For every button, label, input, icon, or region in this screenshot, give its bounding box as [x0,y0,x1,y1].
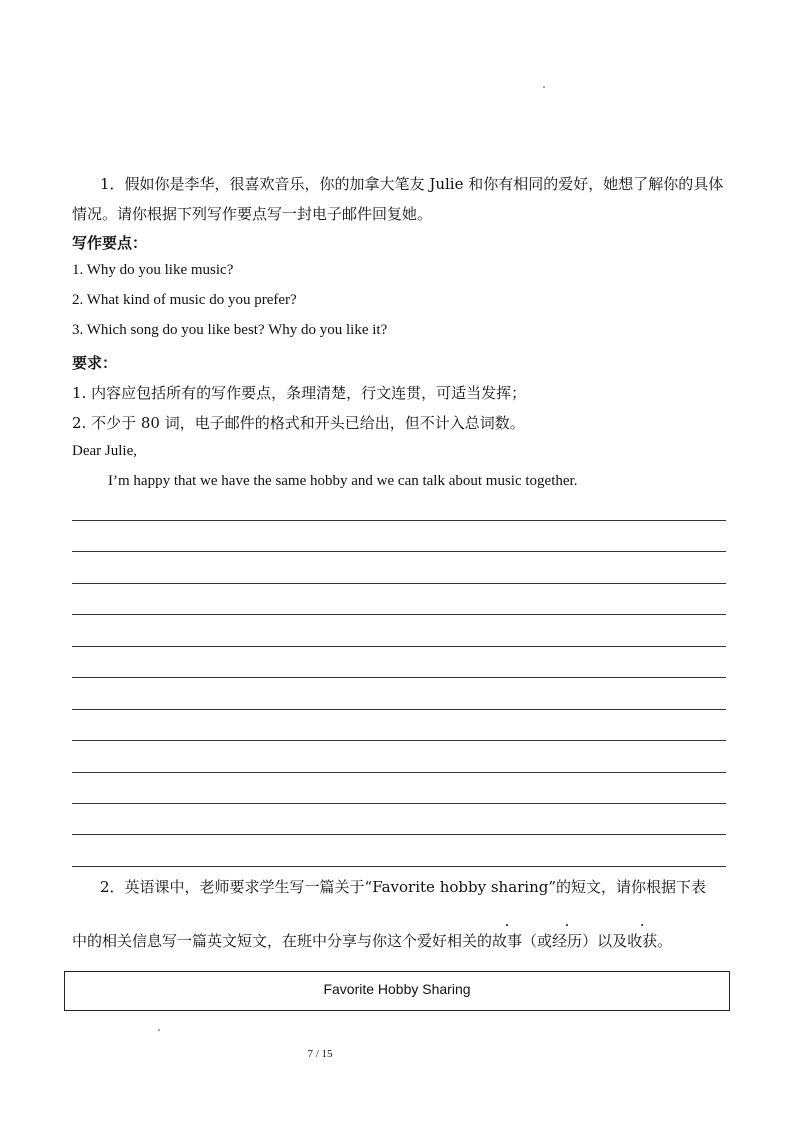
writing-line [72,551,726,552]
points-heading: 写作要点： [72,234,148,252]
writing-line [72,803,726,804]
writing-line [72,834,726,835]
requirement-2: 2. 不少于 80 词，电子邮件的格式和开头已给出，但不计入总词数。 [72,414,525,432]
writing-line [72,646,726,647]
writing-line [72,583,726,584]
salutation: Dear Julie, [72,443,137,459]
writing-line [72,677,726,678]
requirements-heading: 要求： [72,354,118,372]
writing-line [72,709,726,710]
hobby-table [64,971,730,1011]
writing-line [72,614,726,615]
point-1: 1. Why do you like music? [72,262,234,278]
table-title: Favorite Hobby Sharing [323,981,471,997]
emphasis-text: 故事 [492,932,523,950]
writing-line [72,772,726,773]
page-number: 7 / 15 [307,1048,333,1060]
emphasis-text: 经历 [552,932,583,950]
task2-line1: 2．英语课中，老师要求学生写一篇关于“Favorite hobby sharing”的短文，请你根据下表 [100,878,707,896]
point-3: 3. Which song do you like best? Why do you like it? [72,322,388,338]
requirement-1: 1. 内容应包括所有的写作要点，条理清楚，行文连贯，可适当发挥； [72,384,527,402]
opening-sentence: I’m happy that we have the same hobby and we can talk about music together. [108,473,578,489]
point-2: 2. What kind of music do you prefer? [72,292,297,308]
writing-line [72,740,726,741]
writing-line [72,520,726,521]
task2-line2: 中的相关信息写一篇英文短文，在班中分享与你这个爱好相关的故事（或经历）以及收获。 [72,932,673,950]
emphasis-text: 收获 [627,932,658,950]
scan-speck [158,1029,160,1031]
writing-line [72,866,726,867]
scan-speck [543,86,545,88]
task1-intro: 1．假如你是李华，很喜欢音乐，你的加拿大笔友 Julie 和你有相同的爱好，她想了解你的具体情况。请你根据下列写作要点写一封电子邮件回复她。 [72,175,724,223]
